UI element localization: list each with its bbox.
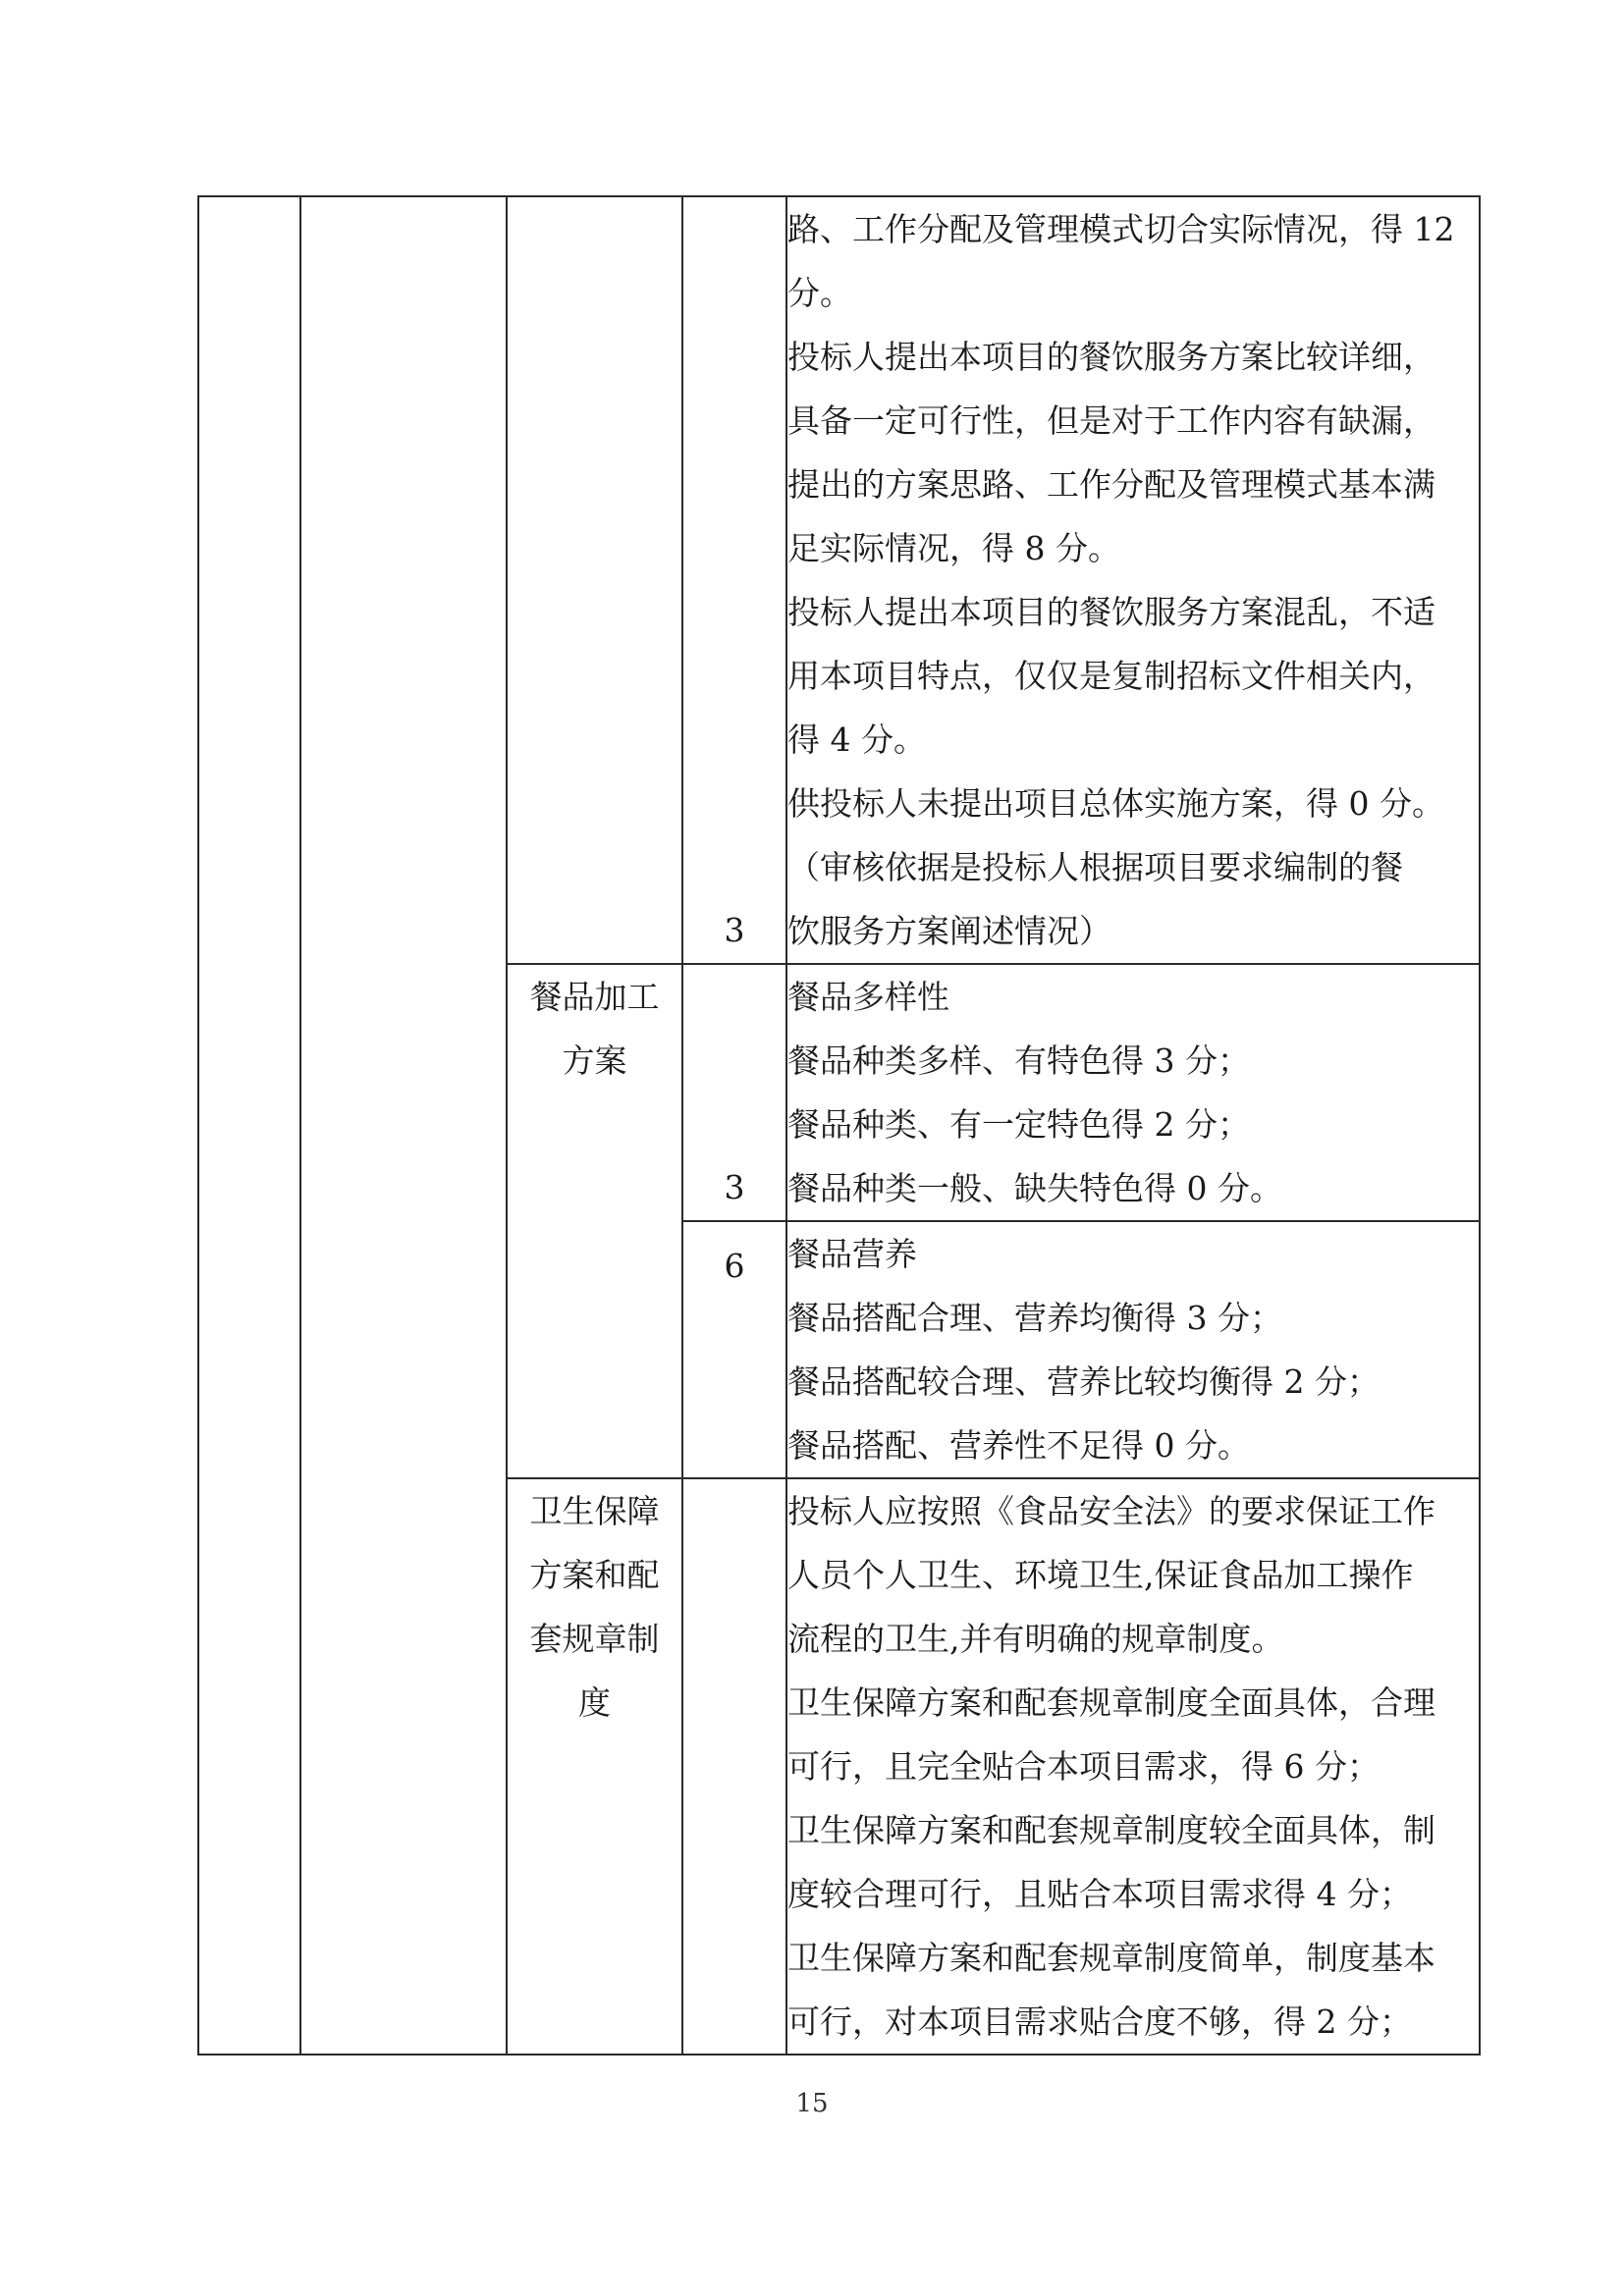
page-number: 15 (795, 2089, 829, 2118)
score-cell-continued (682, 196, 786, 964)
desc-line: 人员个人卫生、环境卫生,保证食品加工操作 (787, 1556, 1414, 1594)
item-label-line: 方案 (562, 1041, 627, 1080)
desc-line: 投标人应按照《食品安全法》的要求保证工作 (787, 1492, 1435, 1530)
item-label-line: 餐品加工 (529, 978, 660, 1016)
item-label-line: 方案和配 (529, 1556, 660, 1594)
desc-line: 可行，且完全贴合本项目需求，得 6 分； (787, 1747, 1380, 1786)
score-value: 3 (724, 911, 745, 949)
desc-line: 度较合理可行，且贴合本项目需求得 4 分； (787, 1875, 1412, 1913)
desc-line: 供投标人未提出项目总体实施方案，得 0 分。 (787, 784, 1444, 823)
desc-line: 具备一定可行性，但是对于工作内容有缺漏， (787, 401, 1435, 440)
item-cell-continued (507, 196, 682, 964)
item-label-line: 套规章制 (529, 1620, 660, 1658)
desc-line: 餐品种类、有一定特色得 2 分； (787, 1105, 1250, 1144)
desc-line: 流程的卫生,并有明确的规章制度。 (787, 1620, 1284, 1658)
criteria-description-food-diversity (786, 964, 1480, 1221)
desc-line: 餐品营养 (787, 1235, 917, 1273)
category-cell (198, 196, 300, 2055)
desc-line: 投标人提出本项目的餐饮服务方案混乱，不适 (787, 593, 1435, 631)
score-value: 3 (724, 1168, 745, 1206)
criteria-description-food-nutrition (786, 1221, 1480, 1478)
table-row-continued (198, 196, 1480, 964)
desc-line: 餐品搭配较合理、营养比较均衡得 2 分； (787, 1362, 1380, 1401)
desc-line: 餐品搭配合理、营养均衡得 3 分； (787, 1299, 1282, 1337)
desc-line: 得 4 分。 (787, 721, 926, 759)
criteria-description-sanitation (786, 1478, 1480, 2055)
desc-line: 餐品多样性 (787, 978, 949, 1016)
desc-line: 分。 (787, 274, 852, 312)
desc-line: 路、工作分配及管理模式切合实际情况，得 12 (787, 210, 1455, 248)
score-cell-sanitation (682, 1247, 786, 2055)
desc-line: 卫生保障方案和配套规章制度简单，制度基本 (787, 1939, 1435, 1977)
desc-line: 足实际情况，得 8 分。 (787, 529, 1120, 567)
item-cell-food-processing (507, 964, 682, 1478)
desc-line: 餐品种类多样、有特色得 3 分； (787, 1041, 1250, 1080)
desc-line: 餐品种类一般、缺失特色得 0 分。 (787, 1169, 1282, 1207)
desc-line: 用本项目特点，仅仅是复制招标文件相关内， (787, 657, 1435, 695)
item-label-line: 卫生保障 (529, 1492, 660, 1530)
subcategory-cell (300, 196, 507, 2055)
criteria-description-continued (786, 196, 1480, 964)
desc-line: 投标人提出本项目的餐饮服务方案比较详细， (787, 338, 1435, 376)
desc-line: 可行，对本项目需求贴合度不够，得 2 分； (787, 2002, 1412, 2041)
score-value: 6 (724, 1247, 745, 1285)
desc-line: 卫生保障方案和配套规章制度较全面具体，制 (787, 1811, 1435, 1849)
item-label-line: 度 (578, 1683, 611, 1722)
item-cell-sanitation (507, 1478, 682, 2055)
desc-line: （审核依据是投标人根据项目要求编制的餐 (787, 848, 1403, 886)
desc-line: 卫生保障方案和配套规章制度全面具体，合理 (787, 1683, 1435, 1722)
desc-line: 餐品搭配、营养性不足得 0 分。 (787, 1426, 1250, 1465)
scoring-table (197, 195, 1481, 2056)
desc-line: 饮服务方案阐述情况） (787, 912, 1111, 950)
desc-line: 提出的方案思路、工作分配及管理模式基本满 (787, 465, 1435, 504)
